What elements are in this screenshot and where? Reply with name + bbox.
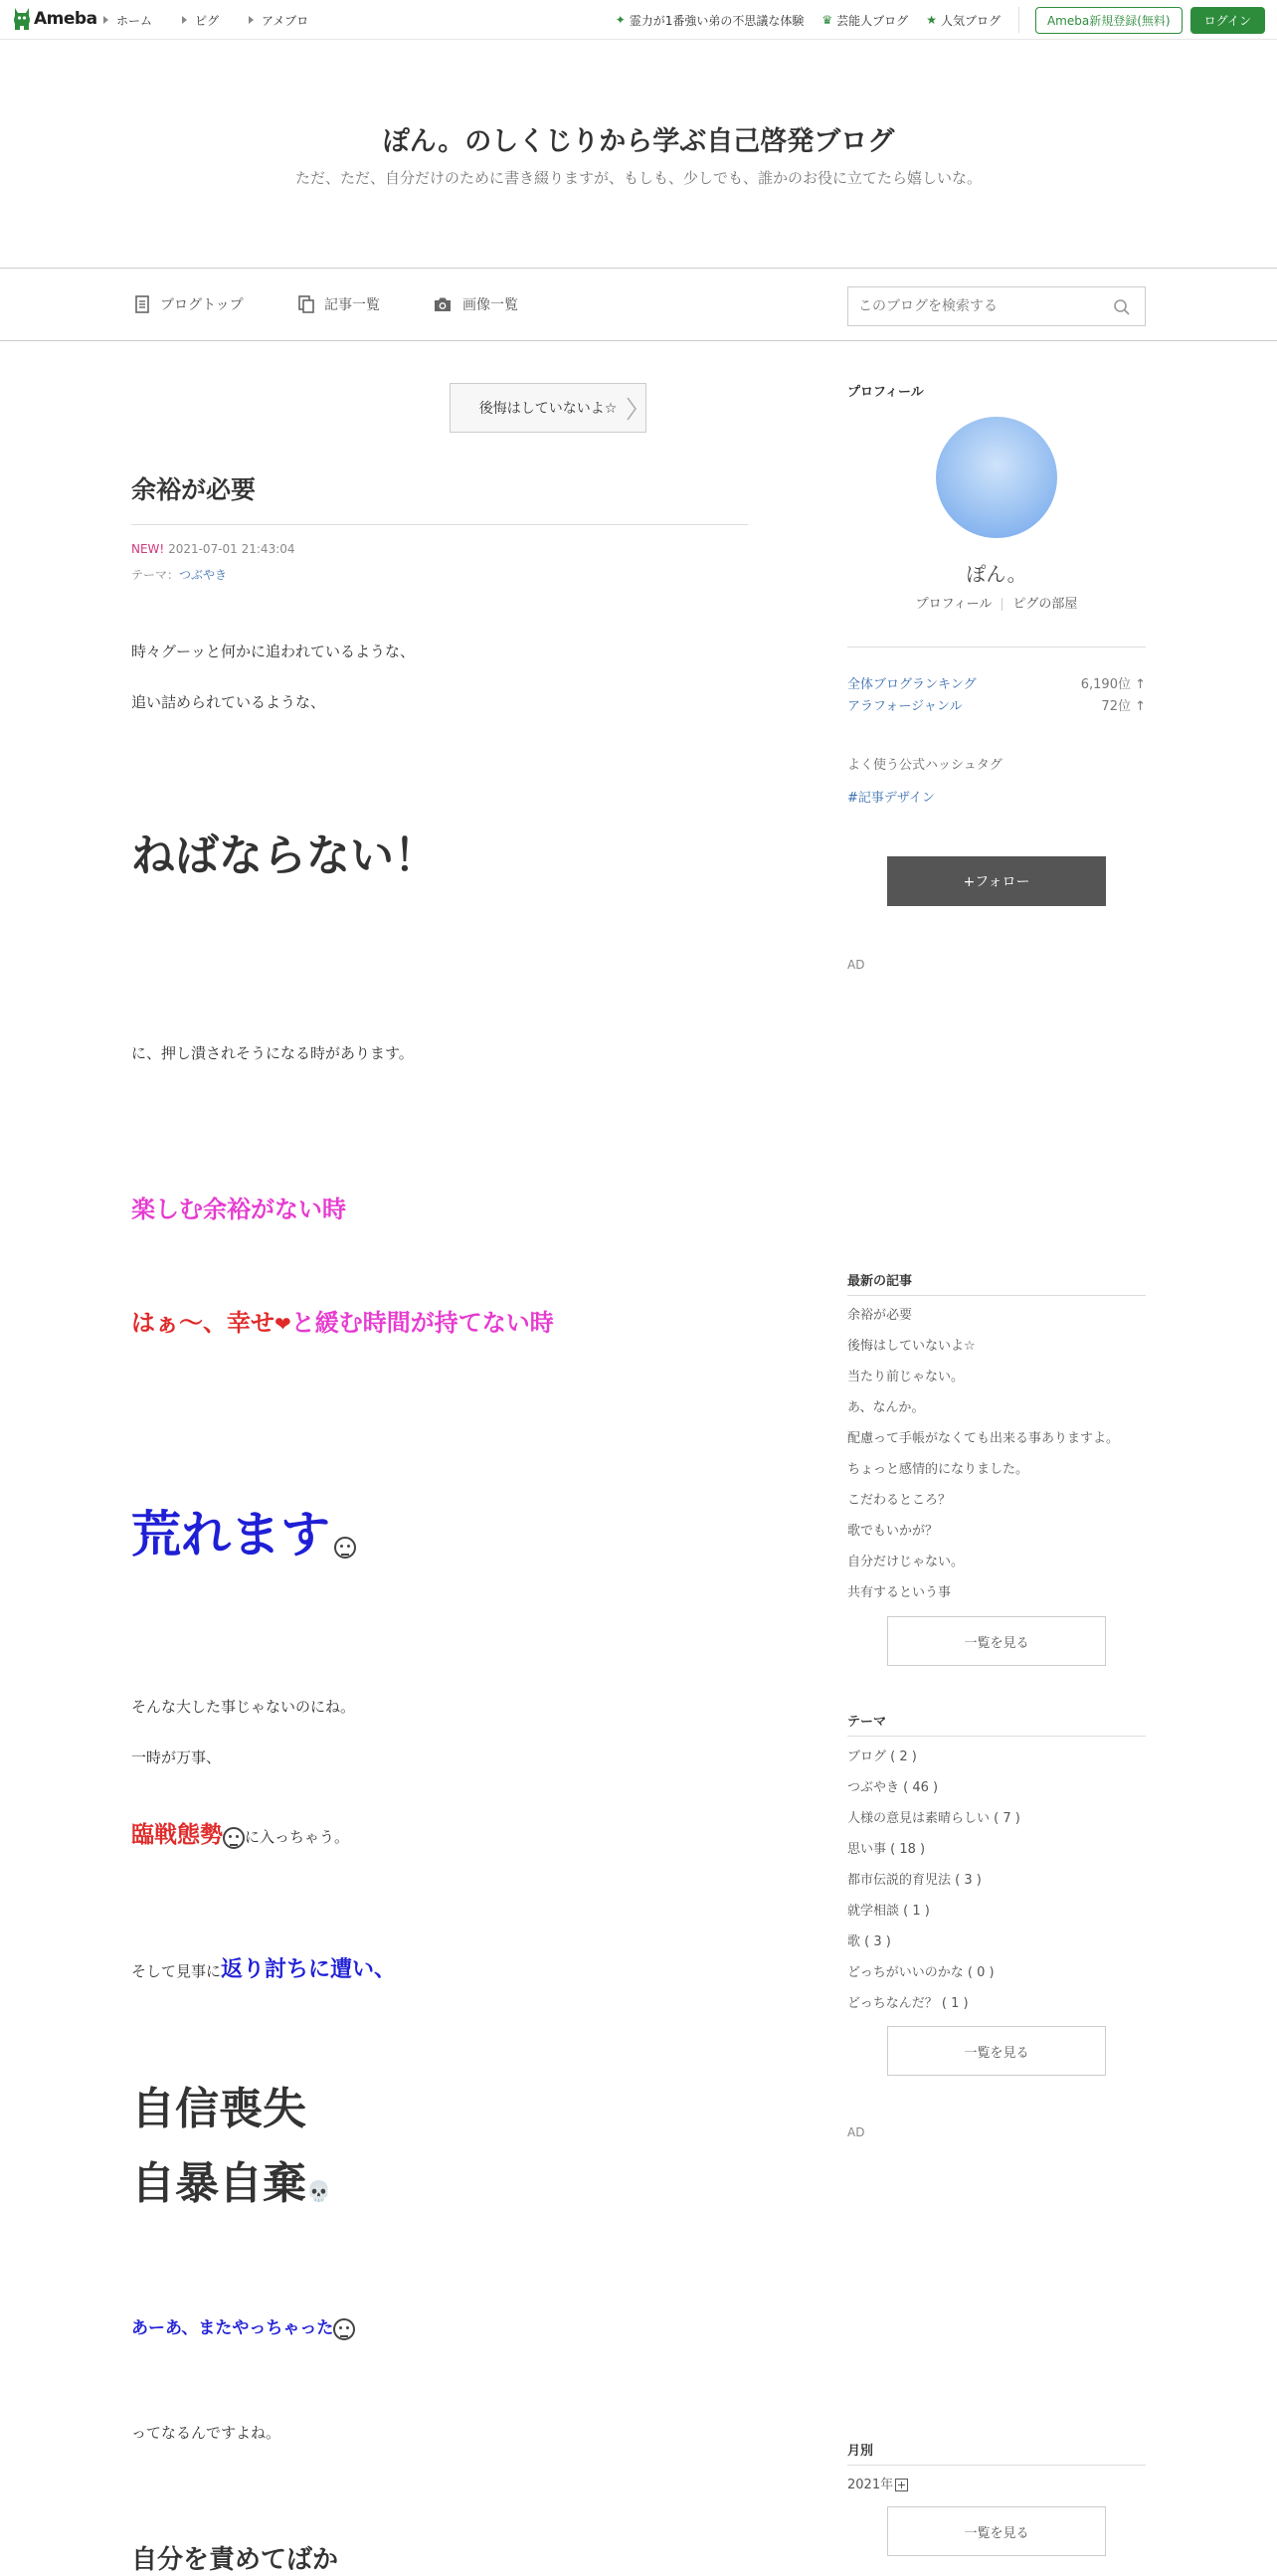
theme-item[interactable]: 就学相談 ( 1 )	[847, 1904, 930, 1919]
profile-link[interactable]: プロフィール	[915, 597, 993, 612]
theme-item[interactable]: つぶやき ( 46 )	[847, 1780, 939, 1795]
theme-item[interactable]: どっちがいいのかな ( 0 )	[847, 1965, 995, 1980]
heart-icon: ❤	[274, 1312, 291, 1336]
hashtag-link[interactable]: #記事デザイン	[847, 791, 935, 806]
document-icon	[134, 295, 150, 313]
body-highlight-red: 臨戦態勢	[131, 1822, 223, 1848]
theme-link[interactable]: つぶやき	[179, 568, 228, 582]
nav-ameblo-label: アメブロ	[262, 13, 309, 28]
tab-article-list-label: 記事一覧	[324, 297, 380, 313]
latest-article-item[interactable]: 余裕が必要	[847, 1308, 913, 1323]
blog-search	[847, 286, 1146, 326]
body-highlight: 楽しむ余裕がない時	[131, 1196, 346, 1223]
topbar-right	[598, 0, 1265, 40]
body-text: 時々グーッと何かに追われているような、	[131, 643, 416, 660]
chevron-right-icon	[626, 396, 638, 422]
tab-image-list-label: 画像一覧	[462, 297, 518, 313]
body-mixed	[131, 1952, 396, 1983]
latest-article-item[interactable]: 後悔はしていないよ☆	[847, 1339, 976, 1354]
top-link-celebrity[interactable]	[821, 12, 908, 29]
tab-blog-top-label: ブログトップ	[160, 297, 244, 313]
divider	[1002, 598, 1003, 611]
ad-label: AD	[847, 958, 865, 972]
emoji-icon	[333, 2318, 355, 2340]
latest-article-item[interactable]: ちょっと感情的になりました。	[847, 1462, 1029, 1477]
latest-article-item[interactable]: 当たり前じゃない。	[847, 1370, 965, 1384]
blog-description: ただ、ただ、自分だけのために書き綴りますが、もしも、少しでも、誰かのお役に立てたら嬉しいな。	[294, 169, 982, 187]
expand-icon	[895, 2479, 908, 2491]
body-heading	[131, 1495, 356, 1566]
previous-article-label: 後悔はしていないよ☆	[478, 401, 618, 417]
themes-title: テーマ	[847, 1711, 1146, 1737]
theme-item[interactable]: 歌 ( 3 )	[847, 1934, 891, 1949]
monthly-title: 月別	[847, 2440, 1146, 2466]
previous-article-button[interactable]	[450, 383, 646, 433]
ranking-overall-link[interactable]: 全体ブログランキング	[847, 677, 977, 692]
body-mixed	[131, 2313, 355, 2340]
top-link-popular[interactable]	[926, 12, 1001, 29]
global-topbar	[0, 0, 1277, 40]
see-all-themes-button[interactable]: 一覧を見る	[887, 2026, 1106, 2076]
new-badge: NEW!	[131, 542, 165, 556]
profile-links	[847, 593, 1146, 612]
body-heading: ねばならない！	[131, 830, 438, 881]
theme-label: テーマ：	[131, 568, 180, 582]
theme-item[interactable]: 思い事 ( 18 )	[847, 1842, 926, 1857]
latest-article-item[interactable]: 配慮って手帳がなくても出来る事ありますよ。	[847, 1431, 1120, 1446]
blog-subnav	[0, 270, 1277, 341]
nav-ameblo[interactable]	[249, 12, 308, 29]
theme-item[interactable]: 都市伝説的育児法 ( 3 )	[847, 1873, 982, 1888]
latest-article-item[interactable]: 歌でもいかが？	[847, 1524, 939, 1539]
ranking-genre-value: 72位 ↑	[1101, 699, 1146, 714]
see-all-articles-button[interactable]: 一覧を見る	[887, 1616, 1106, 1666]
article-meta	[131, 542, 295, 556]
body-text: に、押し潰されそうになる時があります。	[131, 1044, 414, 1062]
triangle-right-icon	[182, 16, 187, 24]
search-icon[interactable]	[1113, 298, 1131, 316]
body-heading-text: 自暴自棄	[131, 2158, 306, 2209]
latest-articles-title: 最新の記事	[847, 1270, 1146, 1296]
theme-item[interactable]: どっちなんだ？ ( 1 )	[847, 1996, 969, 2011]
nav-home-label: ホーム	[116, 13, 153, 28]
theme-item[interactable]: ブログ ( 2 )	[847, 1749, 917, 1764]
latest-article-item[interactable]: 共有するという事	[847, 1585, 952, 1600]
search-input[interactable]	[848, 287, 1097, 325]
year-label: 2021年	[847, 2478, 894, 2492]
star-icon: ★	[926, 13, 937, 27]
divider	[847, 646, 1146, 647]
ameba-logo[interactable]	[12, 6, 97, 32]
body-heading-cut: 自分を責めてばか	[131, 2545, 339, 2575]
nav-pig[interactable]	[182, 12, 219, 29]
body-heading: 自信喪失	[131, 2084, 306, 2134]
top-link-featured-label: 霊力が1番強い弟の不思議な体験	[629, 13, 805, 28]
star-icon: ✦	[615, 13, 626, 27]
body-text: 追い詰められているような、	[131, 693, 326, 711]
emoji-icon	[223, 1827, 245, 1849]
see-all-months-button[interactable]: 一覧を見る	[887, 2506, 1106, 2556]
ad-label: AD	[847, 2125, 865, 2139]
register-button[interactable]: Ameba新規登録(無料)	[1035, 7, 1183, 34]
skull-icon: 💀	[306, 2179, 331, 2203]
body-mixed	[131, 1816, 349, 1849]
emoji-icon	[334, 1537, 356, 1559]
crown-icon: ♛	[821, 13, 833, 27]
latest-article-item[interactable]: 自分だけじゃない。	[847, 1555, 965, 1569]
camera-icon	[433, 295, 453, 313]
login-button[interactable]: ログイン	[1190, 7, 1265, 34]
body-highlight-blue: あーあ、またやっちゃった	[131, 2318, 334, 2338]
blog-header	[0, 40, 1277, 269]
article-datetime: 2021-07-01 21:43:04	[168, 542, 295, 556]
ranking-row	[847, 695, 1146, 714]
body-highlight	[131, 1303, 554, 1338]
body-highlight-pink: と緩む時間が持てない時	[290, 1309, 554, 1337]
body-text: そして見事に	[131, 1962, 222, 1980]
ranking-overall-value: 6,190位 ↑	[1080, 677, 1146, 692]
body-highlight-red: はぁ〜、幸せ	[131, 1309, 274, 1337]
top-link-popular-label: 人気ブログ	[940, 13, 1001, 28]
logo-text: Ameba	[34, 9, 97, 29]
divider	[1018, 7, 1019, 33]
nav-pig-label: ピグ	[195, 13, 220, 28]
blog-title[interactable]: ぽん。のしくじりから学ぶ自己啓発ブログ	[382, 126, 895, 157]
latest-article-item[interactable]: あ、なんか。	[847, 1400, 925, 1415]
theme-item[interactable]: 人様の意見は素晴らしい ( 7 )	[847, 1811, 1020, 1826]
article-title: 余裕が必要	[131, 470, 748, 525]
top-link-featured[interactable]	[616, 12, 805, 29]
copy-icon	[298, 295, 314, 313]
tab-article-list[interactable]	[298, 294, 380, 314]
body-text: そんな大した事じゃないのにね。	[131, 1698, 356, 1716]
body-text: 一時が万事、	[131, 1748, 222, 1766]
body-text: ってなるんですよね。	[131, 2424, 281, 2442]
triangle-right-icon	[249, 16, 254, 24]
body-heading-blue: 荒れます	[131, 1506, 330, 1564]
follow-button[interactable]: +フォロー	[887, 856, 1106, 906]
ranking-genre-link[interactable]: アラフォージャンル	[847, 699, 963, 714]
year-toggle[interactable]	[847, 2474, 908, 2492]
avatar[interactable]	[936, 417, 1057, 538]
global-nav	[103, 0, 338, 40]
profile-name: ぽん。	[966, 562, 1027, 586]
pig-room-link[interactable]: ピグの部屋	[1012, 597, 1078, 612]
article-theme	[131, 566, 227, 583]
body-highlight-blue: 返り討ちに遭い、	[221, 1957, 397, 1982]
body-heading	[131, 2147, 331, 2211]
triangle-right-icon	[103, 16, 108, 24]
tab-image-list[interactable]	[433, 294, 518, 314]
nav-home[interactable]	[103, 12, 152, 29]
hashtag-title: よく使う公式ハッシュタグ	[847, 758, 1003, 773]
profile-title: プロフィール	[847, 385, 924, 400]
ameba-mascot-icon	[12, 6, 32, 32]
tab-blog-top[interactable]	[134, 294, 244, 314]
latest-article-item[interactable]: こだわるところ？	[847, 1493, 952, 1508]
body-text: に入っちゃう。	[245, 1828, 350, 1846]
ranking-row	[847, 673, 1146, 692]
top-link-celebrity-label: 芸能人ブログ	[836, 13, 909, 28]
